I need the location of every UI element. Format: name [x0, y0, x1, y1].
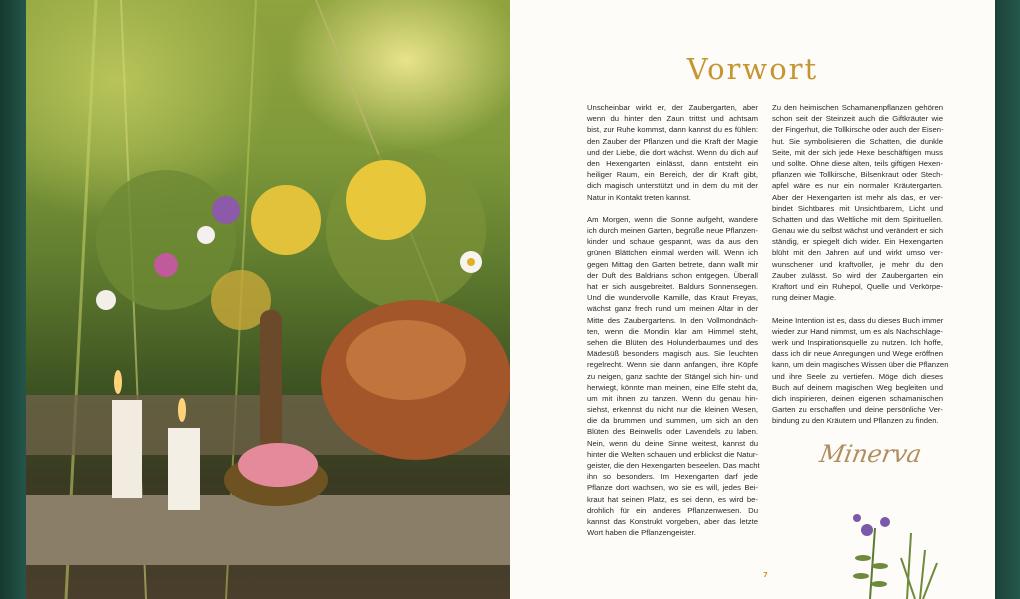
text-line: Mädesüß besonders magisch aus. Sie leuchten	[587, 349, 758, 359]
text-line: Blüten des Beinwells oder Lavendels zu laben.	[587, 427, 758, 437]
text-column-1	[587, 102, 758, 550]
goddess-statue	[260, 310, 282, 450]
photo-illustration	[26, 0, 510, 599]
text-line: wächst ganz frech rund um meinen Altar in der	[587, 304, 758, 314]
text-line: Mitte des Zaubergartens. In den Vollmondnäch-	[587, 315, 758, 325]
text-line: wieder zur Hand nimmst, um es als Nachschlage-	[772, 326, 943, 336]
paragraph	[587, 214, 758, 538]
text-line: Pflanze dort wachsen, wo sie es will, jedes Bei-	[587, 483, 758, 493]
text-line: Buch auf deinem magischen Weg begleiten und	[772, 382, 943, 392]
text-line: ich durch meinen Garten, begrüße neue Pflanzen-	[587, 226, 758, 236]
book-page-right	[510, 0, 995, 599]
text-line: kannst das Konstrukt vorgeben, aber das letzte	[587, 516, 758, 526]
text-line: herwiegt, könnte man meinen, eine Elfe steht da,	[587, 382, 758, 392]
text-line: die da brummen und summen, um sich an den	[587, 416, 758, 426]
text-line: dich inspirieren, deinen eigenen schamanischen	[772, 393, 943, 403]
text-line: kraut hat seinen Platz, es sei denn, es wird be-	[587, 494, 758, 504]
text-line: kinder und schaue gespannt, was da aus den	[587, 237, 758, 247]
text-line: hut. Sie symbolisieren die Schatten, die dunkle	[772, 136, 943, 146]
candle	[168, 428, 200, 510]
text-line: apfel wäre es nur ein normaler Kräutergarten.	[772, 181, 943, 191]
text-line: sehen die Blüten des Holunderbaumes und des	[587, 337, 758, 347]
text-line: Schatten und das Weltliche mit dem Spirituellen.	[772, 214, 943, 224]
text-line: Wort haben die Pflanzengeister.	[587, 528, 696, 538]
text-line: dass ich dir neue Anregungen und Wege eröffnen	[772, 349, 943, 359]
text-line: grünen Blättchen einmal werden will. Wenn ich	[587, 248, 758, 258]
text-line: rung deiner Magie.	[772, 293, 837, 303]
book-cover-edge-left	[0, 0, 26, 599]
text-line: Am Morgen, wenn die Sonne aufgeht, wandere	[587, 214, 758, 224]
text-line: Und die wundervolle Kamille, das Kraut Freyas,	[587, 293, 758, 303]
text-line: heiliger Raum, ein Bereich, der dir Kraft gibt,	[587, 170, 758, 180]
text-line: Garten zu erschaffen und deine persönliche Ver-	[772, 405, 943, 415]
text-line: regelrecht. Wenn sie dann anfangen, ihre Köpfe	[587, 360, 758, 370]
text-line: drohlich für ein anderes Pflanzenwesen. Du	[587, 505, 758, 515]
text-line: hat er sich ausgebreitet. Baldurs Sonnensegen.	[587, 282, 758, 291]
chapter-title: Vorwort	[686, 52, 819, 86]
text-line: und sollte. Ohne diese alten, teils giftigen Hexen-	[772, 158, 943, 168]
text-line: Genau wie du selbst wächst und verändert er sich	[772, 226, 943, 236]
text-line: Zauber zulässt. So wird der Zaubergarten ein	[772, 270, 943, 280]
author-signature: Minerva	[817, 440, 924, 468]
text-line: Seite, mit der sich jede Hexe beschäftigen muss	[772, 147, 943, 157]
text-line: ihn so besonders. Im Hexengarten darf jede	[587, 472, 758, 482]
text-line: schon seit der Steinzeit auch die Giftkräuter wie	[772, 114, 943, 124]
text-line: Zu den heimischen Schamanenpflanzen gehören	[772, 103, 943, 112]
text-line: bindung zu den Kräutern und Pflanzen zu finden.	[772, 416, 939, 426]
text-line: wunschener und kraftvoller, je mehr du den	[772, 259, 943, 269]
text-line: wenn du hinter den Zaun trittst und achtsam	[587, 114, 758, 124]
text-line: ten, wenn die Mondin klar am Himmel steht,	[587, 326, 758, 336]
text-line: siehst, erkennst du nicht nur die kleinen Wesen,	[587, 405, 758, 415]
text-line: um mit ihnen zu tanzen. Wenn du genau hin-	[587, 393, 758, 403]
page-number: 7	[763, 571, 768, 579]
text-line: den Hexengarten einlässt, dann entsteht ein	[587, 158, 758, 168]
text-line: Nein, wenn du deine Sinne weitest, kannst du	[587, 438, 758, 448]
paragraph	[587, 102, 758, 203]
text-line: werk und Inspirationsquelle zu nutzen. Ich hoffe,	[772, 337, 943, 347]
text-line: ständig, er spiegelt dich wider. Ein Hexengarten	[772, 237, 943, 247]
paragraph	[772, 102, 943, 303]
text-line: bist, zur Ruhe kommst, dann kannst du es fühlen:	[587, 125, 758, 135]
text-line: den Zauber der Pflanzen und die Kraft der Magie	[587, 136, 758, 146]
text-line: zu neigen, ganz sachte der Stängel sich hin- und	[587, 371, 758, 381]
text-line: kann, um dein magisches Wissen über die Pflanzen	[772, 360, 949, 370]
text-column-2	[772, 102, 949, 438]
lotus-candle	[238, 443, 318, 487]
text-line: bindet Sichtbares mit Unsichtbarem, Licht und	[772, 203, 943, 213]
text-line: Natur in Kontakt treten kannst.	[587, 192, 691, 202]
text-line: und der Liebe, die dort wächst. Wenn du dich auf	[587, 147, 758, 157]
text-line: blüht mit den Jahren auf und wirkt umso ver-	[772, 248, 943, 258]
text-line: Aber der Hexengarten ist mehr als das, er ver-	[772, 192, 943, 202]
text-line: Unscheinbar wirkt er, der Zaubergarten, aber	[587, 103, 758, 112]
text-line: der Fingerhut, die Tollkirsche oder auch der Eisen-	[772, 125, 944, 135]
text-line: hinter die Welten schauen und erblickst die Natur-	[587, 449, 758, 459]
text-line: Kraftort und ein Ruhepol, Quelle und Verkörpe-	[772, 282, 943, 291]
text-line: geister, die den Hexengarten beseelen. Das macht	[587, 461, 760, 470]
book-cover-edge-right	[995, 0, 1020, 599]
text-line: Meine Intention ist es, dass du dieses Buch immer	[772, 315, 944, 325]
botanical-illustration	[845, 508, 945, 599]
text-line: pflanzen wie Tollkirsche, Bilsenkraut oder Stech-	[772, 170, 943, 180]
text-line: dich magisch unterstützt und in dem du mit der	[587, 181, 758, 191]
text-line: der Duft des Baldrians schon entgegen. Überall	[587, 270, 758, 280]
paragraph	[772, 315, 949, 427]
text-line: gegen Mittag den Garten betrete, dann wallt mir	[587, 259, 758, 269]
text-line: und ihre Seele zu vertiefen. Möge dich dieses	[772, 371, 943, 381]
candle	[112, 400, 142, 498]
garden-altar-photo	[26, 0, 510, 599]
